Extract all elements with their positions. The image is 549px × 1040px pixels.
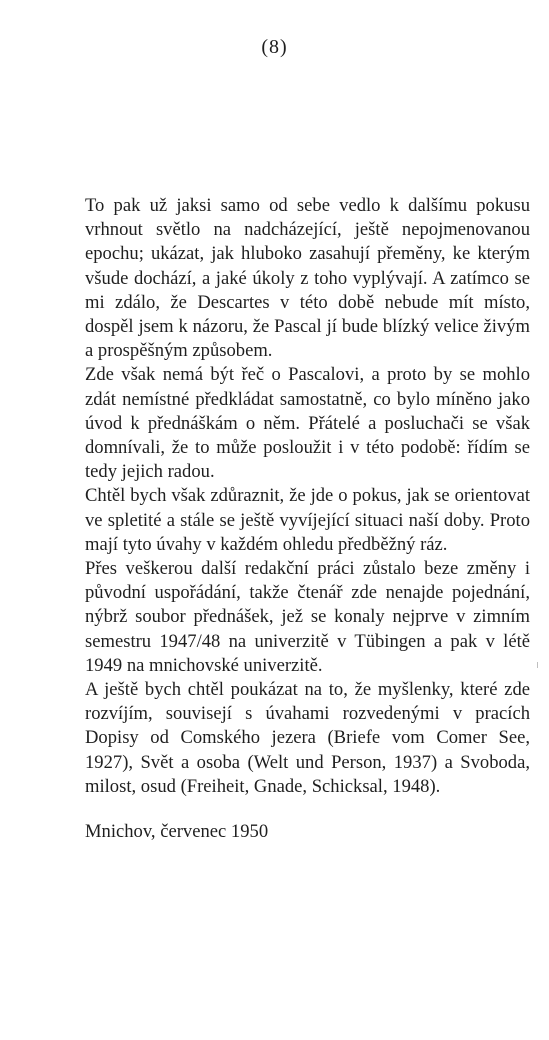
paragraph-4: Přes veškerou další redakční práci zůstalo beze změny i původní uspořádání, takže čtenář zde nenajde pojednání, nýbrž soubor přednášek, jež se konaly nejprve v zimním semestru 1947/48 na univerzitě v Tübingen a pak v létě 1949 na mnichovské univerzitě. xyxy=(85,558,530,676)
body-text xyxy=(85,194,530,799)
paragraph-3: Chtěl bych však zdůraznit, že jde o pokus, jak se orientovat ve spletité a stále se ještě vyvíjející situaci naší doby. Proto mají tyto úvahy v každém ohledu předběžný ráz. xyxy=(85,485,530,555)
signature-line: Mnichov, červenec 1950 xyxy=(85,821,269,842)
paragraph-2: Zde však nemá být řeč o Pascalovi, a proto by se mohlo zdát nemístné předkládat samostatně, co bylo míněno jako úvod k přednáškám o něm. Přátelé a posluchači se však domnívali, že to může posloužit i v této podobě: řídím se tedy jejich radou. xyxy=(85,364,530,483)
page-number: (8) xyxy=(261,36,288,58)
paragraph-5: A ještě bych chtěl poukázat na to, že myšlenky, které zde rozvíjím, souvisejí s úvahami rozvedenými v pracích Dopisy od Comského jezera (Briefe vom Comer See, 1927), Svět a osoba (Welt und Person, 1937) a Svoboda, milost, osud (Freiheit, Gnade, Schicksal, 1948). xyxy=(85,679,530,797)
paragraph-1: To pak už jaksi samo od sebe vedlo k dalšímu pokusu vrhnout světlo na nadcházející, ještě nepojmenovanou epochu; ukázat, jak hluboko zasahují přeměny, ke kterým všude dochází, a jaké úkoly z toho vyplývají. A zatímco se mi zdálo, že Descartes v této době nebude mít místo, dospěl jsem k názoru, že Pascal jí bude blízký velice živým a prospěšným způsobem. xyxy=(85,195,530,362)
margin-mark xyxy=(537,662,538,668)
